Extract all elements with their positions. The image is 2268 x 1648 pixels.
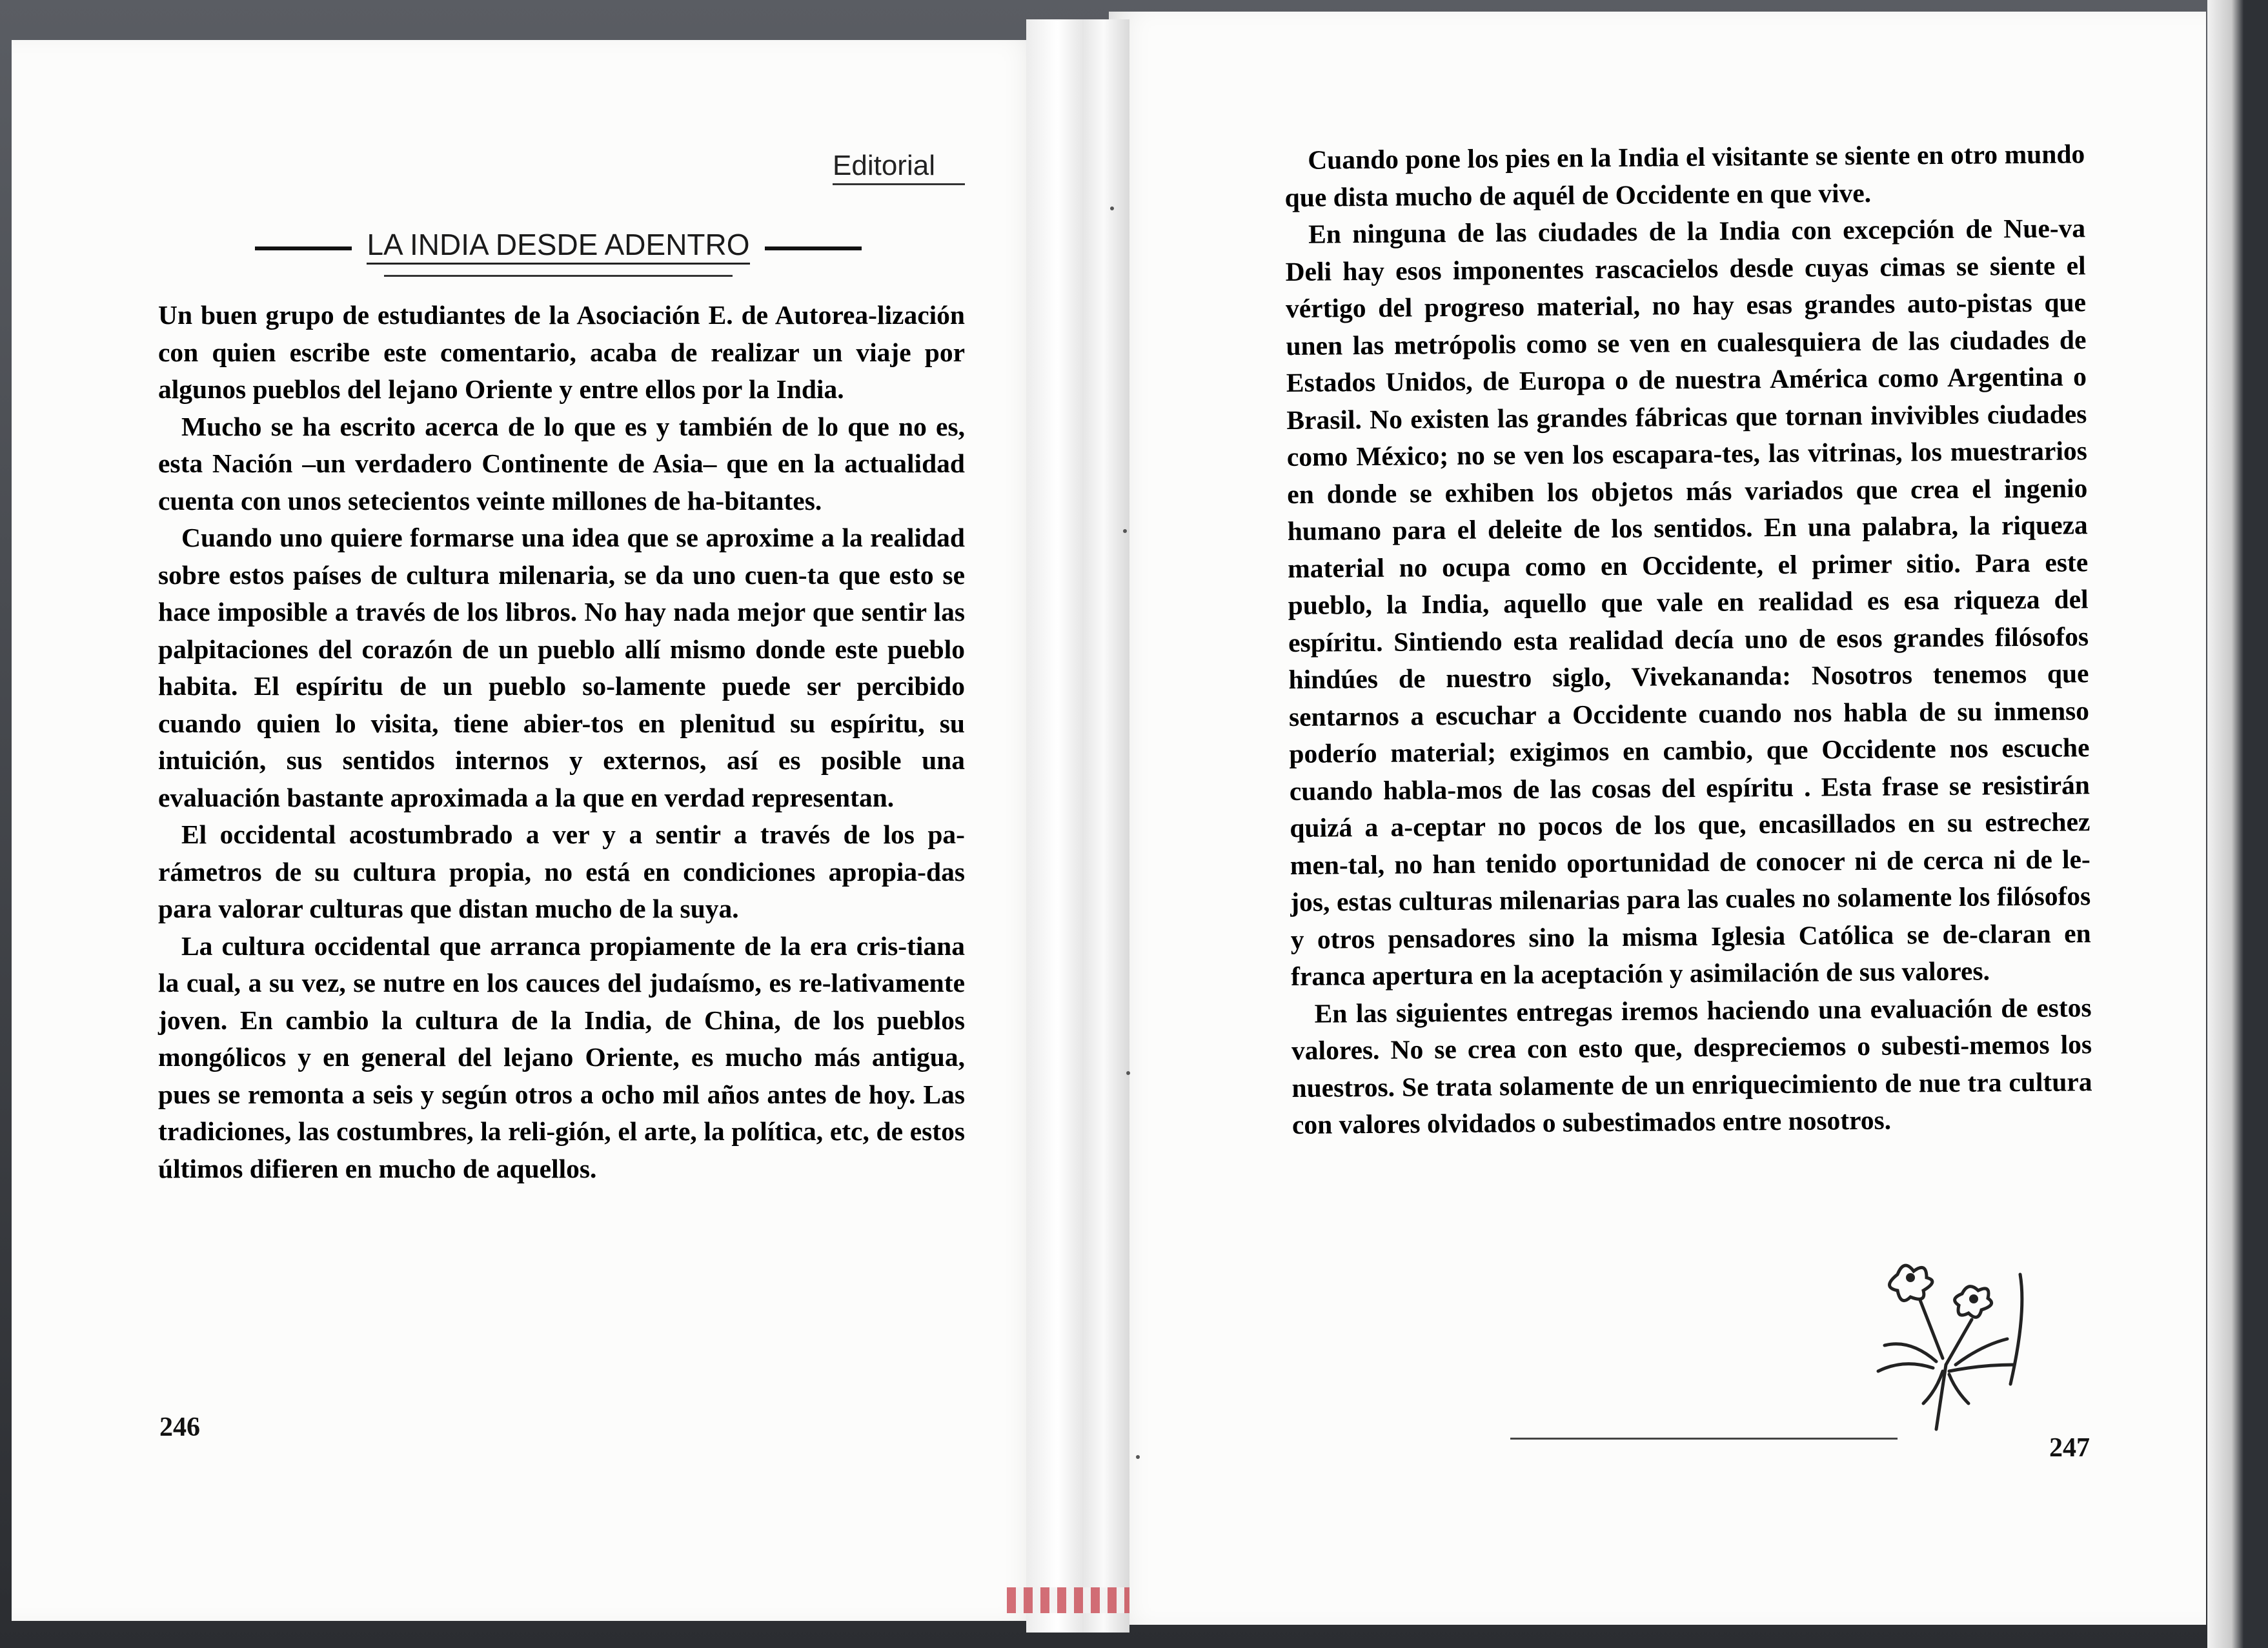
right-page-body [1284,136,2092,1143]
paragraph: La cultura occidental que arranca propiamente de la era cris-tiana la cual, a su vez, se nutre en los cauces del judaísmo, es re-lativamente joven. En cambio la cultura de la India, de China, de los pueblos mongólicos y en general del lejano Oriente, es mucho más antigua, pues se remonta a seis y según otros a ocho mil años antes de hoy. Las tradiciones, las costumbres, la reli-gión, el arte, la política, etc, de estos últimos difieren en mucho de aquellos. [158,930,965,1183]
book-edge [2207,0,2268,1648]
paragraph: El occidental acostumbrado a ver y a sentir a través de los pa-rámetros de su cultura propia, no está en condiciones apropia-das para valorar culturas que distan mucho de la suya. [158,819,965,923]
paragraph: Un buen grupo de estudiantes de la Asociación E. de Autorea-lización con quien escribe este comentario, acaba de realizar un viaje por algunos pueblos del lejano Oriente y entre ellos por la India. [158,300,965,404]
section-label: Editorial [833,150,935,181]
page-number-left: 246 [159,1412,200,1442]
paragraph: Mucho se ha escrito acerca de lo que es y también de lo que no es, esta Nación –un verdadero Continente de Asia– que en la actualidad cuenta con unos setecientos veinte millones de ha-bitantes. [158,411,965,516]
title-rule-left [255,246,352,250]
footer-rule [1510,1438,1898,1440]
flower-ornament-icon [1859,1249,2052,1442]
bookmark-ribbon [1007,1587,1129,1613]
article-title: LA INDIA DESDE ADENTRO [367,227,749,265]
title-rule-right [765,246,862,250]
paragraph: Cuando uno quiere formarse una idea que se aproxime a la realidad sobre estos países de cultura milenaria, se da uno cuen-ta que esto se hace imposible a través de los libros. No hay nada mejor que sentir las palpitaciones del corazón de un pueblo allí mismo donde este pueblo habita. El espíritu de un pueblo so-lamente puede ser percibido cuando quien lo visita, tiene abier-tos en plenitud su espíritu, su intuición, sus sentidos internos y externos, así es posible una evaluación bastante aproximada a la que en verdad representan. [158,523,965,812]
left-page-body [158,297,965,1187]
section-underline [833,183,965,185]
page-number-right: 247 [2049,1433,2090,1463]
paragraph: En ninguna de las ciudades de la India con excepción de Nue-va Deli hay esos imponentes rascacielos desde cuyas cimas se siente el vértigo del progreso material, no hay esas grandes auto-pistas que unen las metrópolis como se ven en cualesquiera de las ciudades de Estados Unidos, de Europa o de nuestra América como Argentina o Brasil. No existen las grandes fábricas que tornan invivibles ciudades como México; no se ven los escapara-tes, las vitrinas, los muestrarios en donde se exhiben los objetos más variados que crea el ingenio humano para el deleite de los sentidos. En una palabra, la riqueza material no ocupa como en Occidente, el primer sitio. Para este pueblo, la India, aquello que vale en realidad es esa riqueza del espíritu. Sintiendo esta realidad decía uno de esos grandes filósofos hindúes de nuestro siglo, Vivekananda: Nosotros tenemos que sentarnos a escuchar a Occidente cuando nos habla de su inmenso poderío material; exigimos en cambio, que Occidente nos escuche cuando habla-mos de las cosas del espíritu . Esta frase se resistirán quizá a a-ceptar no pocos de los que, encasillados en su estrechez men-tal, no han tenido oportunidad de conocer ni de cerca ni de le-jos, estas culturas milenarias para las cuales no solamente los filósofos y otros pensadores sino la misma Iglesia Católica se de-claran en franca apertura en la aceptación y asimilación de sus valores. [1285,213,2091,991]
article-title-block [255,227,862,285]
paragraph: Cuando pone los pies en la India el visitante se siente en otro mundo que dista mucho de aquél de Occidente en que vive. [1284,139,2085,212]
title-underline [384,275,733,277]
paragraph: En las siguientes entregas iremos haciendo una evaluación de estos valores. No se crea con esto que, despreciemos o subesti-memos los nuestros. Se trata solamente de un enriquecimiento de nue tra cultura con valores olvidados o subestimados entre nosotros. [1291,992,2092,1140]
book-gutter [1026,19,1129,1633]
